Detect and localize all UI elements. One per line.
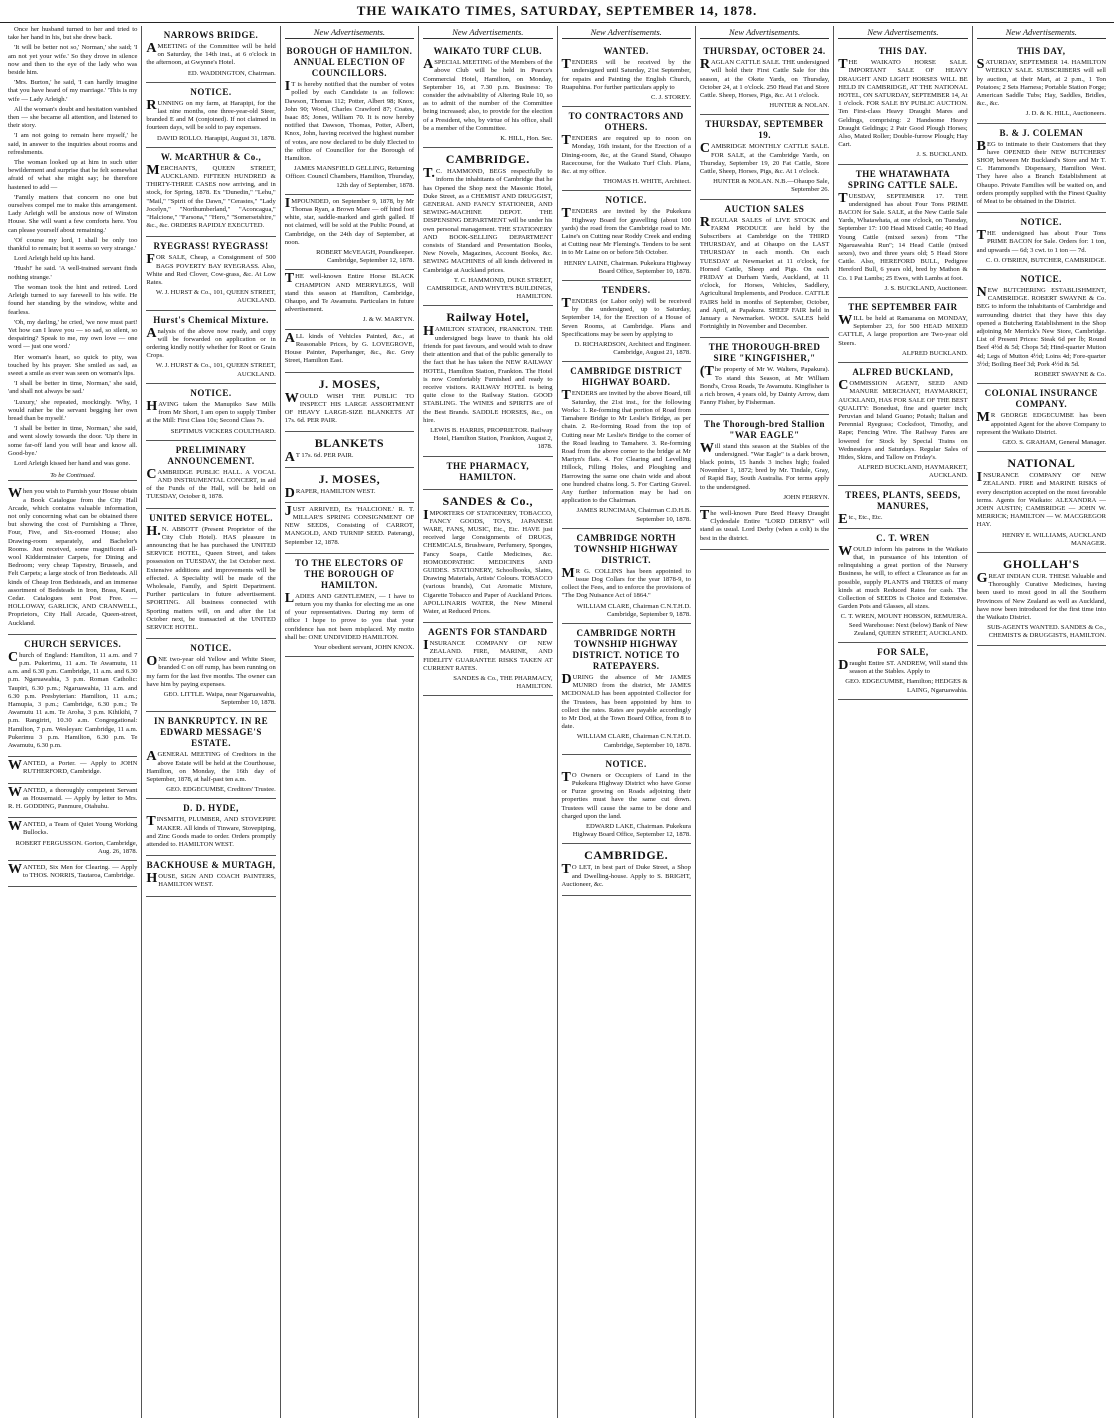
ad-body: TENDERS are invited by the Pukekura Highway Board for gravelling (about 100 yards) the road from the Cambridge road to Mr. Laine's on Cutting near Roddy Creek and ending at Cutting near Mr Fleming's. Tenders to be sent in to Mr Laine on or before 5th October. — [561, 206, 691, 257]
ad-signature: Your obedient servant, JOHN KNOX. — [313, 643, 415, 651]
ad-title: NOTICE. — [190, 86, 232, 97]
ad-title: AUCTION SALES — [724, 203, 805, 214]
ad-title: D. D. HYDE, — [183, 803, 239, 814]
ad-title: Hurst's Chemical Mixture. — [153, 314, 269, 325]
ad-title: THE PHARMACY, HAMILTON. — [446, 460, 530, 482]
advertisement — [977, 124, 1106, 214]
ad-title: CAMBRIDGE DISTRICT HIGHWAY BOARD. — [570, 366, 683, 388]
story-paragraph: Lord Arleigh held up his hand. — [14, 255, 95, 263]
ad-title: THE WHATAWHATA SPRING CATTLE SALE. — [847, 168, 958, 190]
ad-body: ASPECIAL MEETING of the Members of the above Club will be held in Pearce's Commercial Hotel, Hamilton, on Monday, September 16, at 7.30 p.m. Business: To consider the advisability of Altering Rule 10, so as to admit of the number of the Committee being increased; also, to provide for the election of a President, who, by virtue of his office, shall be a member of the Committee. — [423, 57, 553, 132]
ad-signature: ALFRED BUCKLAND, HAYMARKET, AUCKLAND. — [857, 464, 968, 480]
ad-title: TO THE ELECTORS OF THE BOROUGH OF HAMILTON. — [295, 557, 404, 590]
ad-signature: HENRY LAINE, Chairman. Pukekura Highway Board Office, September 10, 1878. — [564, 259, 691, 275]
ad-body: T.C. HAMMOND, BEGS respectfully to inform the inhabitants of Cambridge that he has Opened the Shop next the Masonic Hotel, Duke Street, as a CHEMIST AND DRUGGIST, GENERAL AND FANCY STATIONER, AND SEWING-MACHINE DEPOT. THE DISPENSING DEPARTMENT will be under his own personal management. THE STATIONERY AND BOOK-SELLING DEPARTMENT consists of Standard and Presentation Books, New Novels, Magazines, Account Books, &c. SEWING MACHINES of all kinds delivered in Cambridge at Auckland prices. — [423, 166, 553, 274]
ad-title: GHOLLAH'S — [1003, 556, 1080, 571]
advertisement — [423, 490, 552, 624]
ad-body: When you wish to Furnish your House obtain a Book Catalogue from the City Hall Arcade, which contains valuable information, not only concerning what can be obtained there but showing the cost of Furnishing a Three, Four, Five, and Six-roomed House; also Drawing-room separately, and Bachelor's Rooms. Just received, some magnificent all-wool Kidderminster Carpets, for Dining and Bedroom; very cheap Tapestry, Brussels, and Felt Carpets; a large stock of Iron Bedsteads. All kinds of Cheap Iron Bedsteads, and an immense assortment of Bedsteads in Iron, Brass, Kauri, Cedar. Catalogues sent Post Free. — HOLLOWAY, GARLICK, AND CRANWELL, Proprietors, City Hall Arcade, Queen-street, Auckland. — [8, 486, 138, 627]
ad-signature: D. RICHARDSON, Architect and Engineer. Cambridge, August 21, 1878. — [574, 341, 691, 357]
ad-body: TENDERS (or Labor only) will be received by the undersigned, up to Saturday, September 14, for the Erection of a House of Seven Rooms, at Cambridge. Plans and Specifications may be seen by applying to — [561, 296, 691, 338]
ad-signature: ROBERT FERGUSSON. Gorton, Cambridge, Aug. 26, 1878. — [15, 839, 138, 855]
advertisement — [977, 213, 1106, 270]
ad-body: ONE two-year old Yellow and White Steer, branded C on off rump, has been running on my farm for the last five months. The owner can have him by paying expenses. — [146, 654, 276, 688]
ad-title: BOROUGH OF HAMILTON. ANNUAL ELECTION OF COUNCILLORS. — [286, 46, 413, 79]
serial-story — [8, 26, 137, 468]
advertisement — [838, 165, 967, 298]
ad-title: W. McARTHUR & Co., — [160, 151, 262, 162]
advertisement — [8, 818, 137, 861]
ad-body: REGULAR SALES of LIVE STOCK and FARM PRODUCE are held by the Subscribers at Cambridge on the THIRD THURSDAY, and at Ohaupo on the LAST THURSDAY in each month. On each TUESDAY at Newmarket at 11 o'clock, for Horned Cattle, Sheep and Pigs. On each FRIDAY at Durham Yards, Auckland, at 11 o'clock, for Horses, Vehicles, Saddlery, Agricultural Implements, and Produce. CATTLE FAIRS held in months of September, October, and April, at Papakura. SHEEP FAIR held in January a Newmarket. WOOL SALES held Fortnightly in November and December. — [699, 214, 830, 331]
column-8 — [972, 26, 1110, 1418]
ad-body: TO Owners or Occupiers of Land in the Pukekura Highway District who have Gorse or Furze growing on Roads adjoining their properties must have the same cut down. Trustees will cause the same to be done and charged upon the land. — [561, 769, 691, 820]
ad-title: Railway Hotel, — [446, 310, 530, 325]
advertisement — [146, 639, 275, 712]
ad-title: THIS DAY. — [878, 46, 928, 57]
advertisement — [146, 311, 275, 384]
ad-body: TENDERS will be received by the undersigned until Saturday, 21st September, for repairs and Painting the English Church, Ruapuhina. For further particulars apply to — [561, 57, 691, 91]
ad-title: THIS DAY, — [1017, 46, 1066, 57]
column-7 — [833, 26, 971, 1418]
ad-body: (The property of Mr W. Walters, Papakura). To stand this Season, at Mr William Bond's, Cross Roads, Te Awamutu. Kingfisher is a rich brown, 4 years old, by Dainty Arrow, dam Fanny Fisher, by Fisherman. — [699, 364, 830, 407]
ad-title: NOTICE. — [605, 758, 647, 769]
ad-body: SATURDAY, SEPTEMBER 14. HAMILTON WEEKLY SALE. SUBSCRIBERS will sell by auction, at their Mart, at 2 p.m., 1 Ton Potatoes; 2 Sets Harness; Portable Station Forge; American Saddle Tubs; Hay, Saddles, Bridles, &c., &c. — [976, 57, 1106, 108]
story-paragraph: Lord Arleigh kissed her hand and was gone. — [14, 459, 131, 467]
advertisement — [8, 784, 137, 819]
ad-body: Will stand this season at the Stables of the undersigned. "War Eagle" is a dark brown, black points, 15 hands 3 inches high; foaled November 1, 1872; bred by Mr. Tindale, Gray, of Rapid Bay, South Australia. For terms apply to the undersigned. — [699, 440, 830, 491]
ad-body: Analysis of the above now ready, and copy will be forwarded on application or in ordering kindly notify whether for Root or Grain Crops. — [146, 325, 276, 360]
ad-signature: W. J. HURST & Co., 101, QUEEN STREET, AUCKLAND. — [155, 362, 276, 378]
advertisement — [977, 452, 1106, 553]
advertisement — [285, 554, 414, 657]
ad-signature: GEO. S. GRAHAM, General Manager. — [1002, 438, 1106, 446]
advertisement — [146, 856, 275, 896]
ad-signature: JAMES RUNCIMAN, Chairman C.D.H.B. September 10, 1878. — [576, 507, 691, 523]
advertisement — [562, 624, 691, 755]
story-paragraph: 'I am not going to remain here myself,' he said, in answer to the inquiries about rooms and refreshments. — [8, 132, 138, 156]
column-heading: New Advertisements. — [700, 26, 829, 39]
ad-body: MR GEORGE EDGECUMBE has been appointed Agent for the above Company to represent the Waikato District. — [976, 410, 1106, 436]
column-5 — [557, 26, 695, 1418]
advertisement — [562, 191, 691, 281]
ad-body: INSURANCE COMPANY OF NEW ZEALAND. FIRE, MARINE, AND FIDELITY GUARANTEE RISKS TAKEN AT CURRENT RATES. — [423, 638, 553, 672]
story-paragraph: 'Of course my lord, I shall be only too thankful to remain; but it seems so very strange.' — [8, 236, 138, 253]
ad-title: THURSDAY, OCTOBER 24. — [703, 46, 826, 57]
ad-signature: HUNTER & NOLAN. — [769, 102, 830, 110]
ad-signature: J. S. BUCKLAND. — [916, 151, 968, 159]
ad-body: WILL be held at Ramarama on MONDAY, September 23, for 500 HEAD MIXED CATTLE, A large proportion are Two-year old Steers. — [838, 313, 968, 347]
ad-signature: GEO. LITTLE. Waipa, near Ngaruawahia, September 10, 1878. — [163, 690, 276, 707]
ad-body: TUESDAY, SEPTEMBER 17. THE undersigned has about Four Tons PRIME BACON for Sale. SALE, at the New Cattle Sale Yards, Whatawhata, at one o'clock, on Tuesday, September 17: 100 Head Mixed Cattle; 40 Head Young Cattle (mixed sexes) from "The Ngaruawahia Run"; 14 Head Cattle (mixed sexes), two and three years old; 5 Head Store Cattle. Also, HEREFORD BULL, Pedigree Hereford Bull, 6 years old, bred by Mathon & Co. 1 Pat Lambs; 25 Ewes, with Lambs at foot. — [838, 190, 968, 282]
ad-body: COMMISSION AGENT, SEED AND MANURE MERCHANT, HAYMARKET, AUCKLAND, HAS FOR SALE OF THE BEST QUALITY: Bonedust, fine and quarter inch; Peruvian and Island Guano; Potash; Italian and Perennial Ryegrass; Cocksfoot, Timothy, and Rape; Fencing Wire. The Railway Fares are lowered for Stock by Special Trains on Wednesdays and Saturdays. Regular Sales of Hides, Skins, and Tallow on Friday's. — [838, 378, 968, 461]
advertisement — [146, 712, 275, 799]
ad-body: CAMBRIDGE MONTHLY CATTLE SALE. FOR SALE, at the Cambridge Yards, on Thursday, September 19, 20 Fat Cattle, Store Cattle, Sheep, Horses, Pigs, &c. At 1 o'clock. — [699, 141, 830, 176]
ad-body: WOULD inform his patrons in the Waikato that, in pursuance of his intention of relinquishing a great portion of the Nursery Business, he will, to effect a Clearance as far as possible, supply PLANTS and TREES of many kinds at much Reduced Rates for cash. The Collection of SEEDS is Choice and Extensive. Garden Pots and Glasses, all sizes. — [838, 543, 968, 611]
story-paragraph: The woman took the hint and retired. Lord Arleigh turned to say farewell to his wife. He found her standing by the window, white and fearless. — [8, 283, 138, 316]
ad-title: TO CONTRACTORS AND OTHERS. — [568, 111, 684, 133]
advertisement — [146, 509, 275, 640]
ad-title: SANDES & Co., — [442, 493, 534, 508]
ad-signature: J. & W. MARTYN. — [362, 316, 415, 324]
advertisement — [285, 195, 414, 271]
ad-title: THE SEPTEMBER FAIR — [848, 302, 958, 313]
advertisement — [838, 643, 967, 700]
advertisement — [838, 298, 967, 363]
ad-title: COLONIAL INSURANCE COMPANY. — [984, 388, 1098, 410]
column-heading: New Advertisements. — [977, 26, 1106, 39]
ad-signature: DAVID ROLLO. Harapipi, August 31, 1878. — [157, 134, 276, 142]
ad-body: MR G. COLLINS has been appointed to issue Dog Collars for the year 1878-9, to collect the Fees, and to enforce the provisions of "The Dog Nuisance Act of 1864." — [561, 565, 691, 600]
ad-signature: GEO. EDGECUMBE, Hamilton; HEDGES & LAING, Ngaruawahia. — [845, 678, 968, 694]
ad-title: UNITED SERVICE HOTEL. — [149, 512, 274, 523]
advertisement — [146, 441, 275, 509]
story-paragraph: 'Hush!' he said. 'A well-trained servant finds nothing strange.' — [8, 265, 138, 281]
column-4 — [418, 26, 556, 1418]
ad-title: NARROWS BRIDGE. — [163, 30, 259, 40]
ad-body: HAVING taken the Manupiko Saw Mills from Mr Short, I am open to supply Timber at the Mill: First Class 10s; Second Class 7s. — [146, 398, 276, 425]
ad-body: WANTED, a Team of Quiet Young Working Bullocks. — [8, 819, 138, 837]
story-paragraph: 'Family matters that concern no one but ourselves compel me to make this arrangement. Lady Arleigh will be anxious now of Winston House. She will want a few comforts here. You can please yourself about remaining.' — [8, 193, 138, 234]
advertisement — [285, 432, 414, 467]
advertisement — [700, 338, 829, 414]
ad-title: TREES, PLANTS, SEEDS, MANURES, — [845, 489, 961, 511]
advertisement — [146, 799, 275, 856]
column-1 — [4, 26, 141, 1418]
column-heading: New Advertisements. — [285, 26, 414, 39]
advertisement — [146, 26, 275, 83]
ad-title: B. & J. COLEMAN — [999, 127, 1084, 138]
ad-body: Draught Entire ST. ANDREW, Will stand this season at the Stables. Apply to — [838, 657, 968, 676]
ad-title: J. MOSES, — [318, 471, 381, 486]
ad-title: NOTICE. — [190, 387, 232, 398]
ad-title: CHURCH SERVICES. — [24, 638, 122, 649]
ad-signature: ROBERT SWAYNE & Co. — [1034, 371, 1106, 379]
ad-body: WANTED, Six Men for Clearing. — Apply to THOS. NORRIS, Tautaroa, Cambridge. — [8, 862, 138, 880]
ad-signature: ED. WADDINGTON, Chairman. — [187, 69, 276, 77]
advertisement — [977, 42, 1106, 123]
advertisement — [423, 623, 552, 696]
advertisement — [838, 42, 967, 164]
ad-signature: EDWARD LAKE, Chairman. Pukekura Highway Board Office, September 12, 1878. — [572, 823, 691, 839]
ad-body: TENDERS are required up to noon on Monday, 16th instant, for the Erection of a Dining-room, &c, at the Grand Stand, Ohaupo Racecourse, for the Waikato Turf Club. Plans, &c. at my office. — [561, 133, 691, 176]
ad-signature: JOHN FERRYN. — [783, 493, 830, 501]
story-paragraph: 'I shall be better in time, Norman,' she said, and went slowly towards the door. 'Up there in some far-off land you will hear and know all. Good-bye.' — [8, 425, 138, 457]
ad-body: THE WAIKATO HORSE SALE. IMPORTANT SALE OF HEAVY DRAUGHT AND LIGHT HORSES WILL BE HELD IN CAMBRIDGE, AT THE NATIONAL HOTEL, ON SATURDAY, SEPTEMBER 14, At 1 o'clock. FOR SALE BY PUBLIC AUCTION. Ten First-class Heavy Draught Mares and Geldings, comprising: 2 Handsome Heavy Draught Geldings; 2 Pair Good Plough Horses; Also, Mated Roller; Double-furrow Plough; Hay Cart. — [838, 57, 968, 149]
story-paragraph: 'I shall be better in time, Norman,' she said, 'and shall not always be sad.' — [8, 380, 138, 396]
ad-signature: HUNTER & NOLAN. N.B.—Ohaupo Sale, September 26. — [713, 178, 830, 194]
ad-signature: C. O. O'BRIEN, BUTCHER, CAMBRIDGE. — [985, 256, 1106, 264]
ad-body: IMPOUNDED, on September 9, 1878, by Mr Thomas Ryan, a Brown Mare — off hind foot white, star, saddle-marked and girth galled. If not claimed, will be sold at the Public Pound, at Cambridge, on the 24th day of September, at noon. — [284, 195, 415, 246]
ad-title: CAMBRIDGE. — [584, 848, 669, 863]
column-heading: New Advertisements. — [423, 26, 552, 39]
ad-title: NOTICE. — [605, 195, 647, 206]
ad-body: TENDERS are invited by the above Board, till Saturday, the 21st inst., for the following Works: 1. Re-forming that portion of Road from Tamahere Bridge to Mr Leslie's Bridge, as per chain. 2. Re-forming Road from the top of Cutting near Mr Leslie's Bridge to the corner of the Road leading to Tamahere. 3. Re-forming Road from the above corner to the bridge at Mr Martyn's flats. 4. For Clearing and Levelling Hillock, Filling Holes, and Ploughing and Harrowing the same one chain wide and about one hundred chains long. 5. For Carting Gravel. Any further information may be had on application to the Chairman. — [561, 388, 691, 505]
story-paragraph: 'Mrs. Burton,' he said, 'I can hardly imagine that you have heard of my marriage.' 'This is my wife — Lady Arleigh.' — [8, 79, 138, 103]
ad-body: IT is hereby notified that the number of votes polled by each Candidate is as follows: Dawson, Thomas 112; Potter, Albert 98; Knox, John 90; Wood, Charles Crawford 87; Coates, Isaac 85; Jones, William 70. It is now hereby notified that Dawson, Thomas, Potter, Albert, Knox, John, having received the highest number of votes, are now declared to be duly Elected to the office of Councillor for the Borough of Hamilton. — [284, 79, 415, 163]
ad-signature: ALFRED BUCKLAND. — [902, 349, 968, 357]
ad-title: CAMBRIDGE NORTH TOWNSHIP HIGHWAY DISTRICT. NOTICE TO RATEPAYERS. — [572, 627, 680, 671]
ad-title: FOR SALE, — [877, 646, 929, 657]
advertisement — [562, 755, 691, 845]
advertisement — [8, 757, 137, 783]
ad-body: AGENERAL MEETING of Creditors in the above Estate will be held at the Courthouse, Hamilton, on Monday, the 16th day of September, 1878, at half-past ten a.m. — [146, 749, 276, 783]
ad-title: RYEGRASS! RYEGRASS! — [153, 241, 269, 252]
column-3 — [280, 26, 418, 1418]
ad-title: WANTED. — [603, 46, 649, 57]
advertisement — [562, 529, 691, 624]
ad-body: WOULD WISH THE PUBLIC TO INSPECT HIS LARGE ASSORTMENT OF HEAVY LARGE-SIZE BLANKETS AT 17s. 6d. PER PAIR. — [284, 390, 415, 425]
ad-title: C. T. WREN — [876, 532, 930, 543]
advertisement — [977, 270, 1106, 384]
ad-body: RAGLAN CATTLE SALE. THE undersigned will hold their First Cattle Sale for this season, at the Okete Yards, on Thursday, October 24, at 1 o'clock. 250 Head Fat and Store Cattle. Sheep, Horses, Pigs, &c. At 1 o'clock. — [699, 57, 830, 100]
ad-signature: J. D. & K. HILL, Auctioneers. — [1025, 110, 1106, 118]
advertisement — [285, 468, 414, 503]
advertisement — [285, 503, 414, 554]
advertisement — [8, 485, 137, 634]
ad-signature: JAMES MANSFIELD GELLING, Returning Officer. Council Chambers, Hamilton, Thursday, 12th day of September, 1878. — [285, 165, 415, 189]
ad-body: H.N. ABBOTT (Present Proprietor of the City Club Hotel). HAS pleasure in announcing that he has purchased the UNITED SERVICE HOTEL, Queen Street, and takes possession on TUESDAY, the 1st October next. Extensive additions and improvements will be effected. A Speciality will be made of the Wholesale, Family, and Spirit Department. Further particulars in future advertisement. SPORTING. All business connected with Sporting matters will, on and after the 1st October next, be transacted at the UNITED SERVICE HOTEL. — [146, 523, 276, 631]
advertisement — [146, 237, 275, 310]
ad-signature: W. J. HURST & Co., 101, QUEEN STREET, AUCKLAND. — [155, 289, 276, 305]
column-6 — [695, 26, 833, 1418]
ad-body: JUST ARRIVED, Ex 'HALCIONE.' R. T. MILLAR'S SPRING CONSIGNMENT OF NEW SEEDS, Consisting of CARROT, MANGOLD, AND TURNIP SEED. Paterangi, September 12, 1878. — [284, 503, 415, 546]
ad-title: BACKHOUSE & MURTAGH, — [146, 860, 276, 871]
advertisement — [423, 42, 552, 148]
advertisement — [838, 486, 967, 529]
advertisement — [285, 42, 414, 195]
advertisement — [285, 330, 414, 373]
advertisement — [8, 861, 137, 887]
ad-signature: ROBERT McVEAGH, Poundkeeper. Cambridge, September 12, 1878. — [316, 249, 415, 265]
advertisement — [285, 373, 414, 433]
advertisement — [562, 107, 691, 191]
ad-title: PRELIMINARY ANNOUNCEMENT. — [167, 444, 255, 466]
newspaper-page — [4, 26, 1110, 1418]
advertisement — [700, 115, 829, 199]
advertisement — [8, 635, 137, 757]
ad-signature: WILLIAM CLARE, Chairman C.N.T.H.D. Cambridge, September 9, 1878. — [576, 602, 691, 618]
ad-body: AT 17s. 6d. PER PAIR. — [284, 450, 354, 466]
advertisement — [562, 362, 691, 528]
ad-title: NOTICE. — [190, 643, 232, 654]
ad-title: ALFRED BUCKLAND, — [852, 367, 954, 378]
ad-body: HOUSE, SIGN AND COACH PAINTERS, HAMILTON WEST. — [146, 871, 276, 889]
column-heading: New Advertisements. — [562, 26, 691, 39]
ad-title: THURSDAY, SEPTEMBER 19. — [705, 119, 824, 141]
ad-signature: SANDES & Co., THE PHARMACY, HAMILTON. — [453, 674, 553, 691]
ad-title: BLANKETS — [314, 436, 385, 451]
masthead: THE WAIKATO TIMES, SATURDAY, SEPTEMBER 14, 1878. — [0, 0, 1114, 23]
to-be-continued: To be Continued. — [8, 472, 137, 481]
ad-title: NOTICE. — [1020, 274, 1062, 285]
ad-signature: GEO. EDGECUMBE, Creditors' Trustee. — [166, 786, 276, 794]
column-2 — [141, 26, 279, 1418]
ad-signature: T. C. HAMMOND, DUKE STREET, CAMBRIDGE, AND WHYTE'S BUILDINGS, HAMILTON. — [426, 276, 553, 301]
story-paragraph: 'Luxury,' she repeated, mockingly. 'Why, I would rather be the servant begging her own bread than be myself.' — [8, 398, 138, 422]
advertisement — [562, 42, 691, 107]
ad-signature: SEPTIMUS VICKERS COULTHARD. — [170, 427, 276, 435]
advertisement — [838, 363, 967, 485]
ad-body: MERCHANTS, QUEEN STREET, AUCKLAND. FIFTEEN HUNDRED & THIRTY-THREE CASES now arriving, and in stock, for Spring, 1878. Ex "Dunedin," "Lehu," "Mail," "Spirit of the Dawn," "Cerastes," "Lady Jocelyn," "Northumberland," "Aconcagua," "Halcione," "Farsona," "Hero," "Somersetshire," &c., &c. ORDERS RAPIDLY EXECUTED. — [146, 162, 276, 230]
advertisement — [423, 148, 552, 306]
ad-signature: J. S. BUCKLAND, Auctioneer. — [884, 284, 968, 292]
ad-body: AMEETING of the Committee will be held on Saturday, the 14th inst., at 6 o'clock in the afternoon, at Gwynne's Hotel. — [146, 41, 276, 67]
ad-title: AGENTS FOR STANDARD — [428, 627, 548, 638]
ad-signature: SUB-AGENTS WANTED. SANDES & Co., CHEMISTS & DRUGGISTS, HAMILTON. — [987, 624, 1106, 640]
advertisement — [423, 457, 552, 490]
ad-signature: LEWIS B. HARRIS, PROPRIETOR. Railway Hotel, Hamilton Station, Frankton, August 2, 1878. — [430, 426, 553, 451]
advertisement — [977, 384, 1106, 452]
ad-body: TINSMITH, PLUMBER, AND STOVEPIPE MAKER. All kinds of Tinware, Stovepiping, and Zinc Goods made to order. Orders promptly attended to. HAMILTON WEST. — [146, 814, 276, 848]
ad-body: The well-known Pure Bred Heavy Draught Clydesdale Entire "LORD DERBY" will stand as usual. Lord Derby (when a colt) is the best in the district. — [699, 507, 830, 542]
ad-signature: THOMAS H. WHITE, Architect. — [603, 178, 691, 186]
ad-body: DURING the absence of Mr JAMES MUNRO from the district, Mr JAMES MCDONALD has been appointed Collector for the Trustees, has been appointed by him to collect the rates. Rates are payable accordingly to Mr Dod, at the Town Board Office, from 8 to date. — [561, 671, 691, 731]
ad-body: THE well-known Entire Horse BLACK CHAMPION AND MERRYLEGS, Will stand this season at Hamilton, Cambridge, Ohaupo, and Te Awamutu. Particulars in future advertisement. — [284, 271, 415, 314]
ad-body: FOR SALE, Cheap, a Consignment of 500 BAGS POVERTY BAY RYEGRASS. Also, White and Red Clover, Cow-grass, &c. At Low Rates. — [146, 252, 276, 287]
ad-body: LADIES AND GENTLEMEN, — I have to return you my thanks for electing me as one of your representatives. During my term of office I hope to prove to you that your confidence has not been misplaced. My motto shall be: ONE UNDIVIDED HAMILTON. — [284, 590, 415, 641]
ad-body: INSURANCE COMPANY OF NEW ZEALAND. FIRE and MARINE RISKS of every description accepted on the most favorable terms. Agents for Waikato: ALEXANDRA — JOHN AUSTIN; CAMBRIDGE — JOHN W. MERRICK; HAMILTON — W. MACGREGOR HAY. — [976, 470, 1106, 529]
ad-body: NEW BUTCHERING ESTABLISHMENT, CAMBRIDGE. ROBERT SWAYNE & Co. BEG to inform the inhabitants of Cambridge and surrounding district that they have this day opened a Butchering Establishment in the Shop adjoining Mr Merrick's New Store, Cambridge. List of Present Prices: Steak 6d per lb; Round Beef 4½d & 5d; Chops 5d; Hind-quarter Mutton 4d; Legs of Mutton 4½d; Loins 4d; Fore-quarter 3½d; Boiling Beef 3d; Pork 4½d & 5d. — [976, 285, 1106, 368]
ad-body: Church of England: Hamilton, 11 a.m. and 7 p.m. Pukerimu, 11 a.m. Te Awamutu, 11 a.m. and 6.30 p.m. Cambridge, 11 a.m. and 6.30 p.m. Ngaruawahia, 3 p.m. Roman Catholic: Taupiri, 6.30 p.m.; Ngaruawahia, 11 a.m. and 6.30 p.m. Presbyterian: Hamilton, 11 a.m.; Hamupia, 3 p.m.; Cambridge, 6.30 p.m.; Te Awamutu 11 a.m. Te Aroha, 3 p.m. Kihikihi, 7 p.m. Rangiriri, 10.30 a.m. Congregational: Hamilton, 7 p.m. Wesleyan: Cambridge, 11 a.m. Pukerimu 3 p.m. Hamilton, 6.30 p.m. Te Awamutu, 6.30 p.m. — [8, 649, 138, 750]
story-paragraph: The woman looked up at him in such utter bewilderment and surprise that he felt somewhat afraid of what she might say; he therefore hastened to add — — [8, 159, 138, 191]
ad-title: J. MOSES, — [318, 376, 381, 391]
advertisement — [146, 384, 275, 441]
ad-signature: C. J. STOREY. — [650, 94, 691, 102]
advertisement — [146, 83, 275, 148]
ad-signature: K. HILL, Hon. Sec. — [500, 135, 553, 143]
ad-body: TO LET, in best part of Duke Street, a Shop and Dwelling-house. Apply to S. BRIGHT, Auctioneer, &c. — [561, 862, 691, 888]
advertisement — [562, 281, 691, 362]
ad-title: The Thorough-bred Stallion "WAR EAGLE" — [704, 418, 826, 440]
story-paragraph: 'It will be better not so,' Norman,' she said; 'I am not yet your wife.' So they drove in silence now and then to the eye of the lady who was beside him. — [8, 44, 138, 77]
advertisement — [700, 42, 829, 115]
story-paragraph: All the woman's doubt and hesitation vanished then — she became all attention, and listened to their story. — [8, 105, 138, 130]
ad-signature: WILLIAM CLARE, Chairman C.N.T.H.D. Cambridge, September 10, 1878. — [576, 733, 691, 749]
ad-body: RUNNING on my farm, at Harapipi, for the last nine months, one three-year-old Steer, branded E and M (conjoined). If not claimed in fourteen days, will be sold to pay expenses. — [146, 97, 276, 132]
ad-body: THE undersigned has about Four Tons PRIME BACON for Sale. Orders for: 1 ton, and upwards — 6d; 3 cwt. to 1 ton — 7d. — [976, 228, 1106, 254]
ad-title: CAMBRIDGE NORTH TOWNSHIP HIGHWAY DISTRICT. — [574, 532, 679, 565]
ad-title: NATIONAL — [1007, 456, 1076, 471]
ad-title: WAIKATO TURF CLUB. — [433, 46, 543, 57]
ad-body: CAMBRIDGE PUBLIC HALL. A VOCAL AND INSTRUMENTAL CONCERT, in aid of the Funds of the Hall, will be held on TUESDAY, October 8, 1878. — [146, 466, 276, 501]
story-paragraph: Once her husband turned to her and tried to take her hand in his, but she drew back. — [8, 26, 138, 42]
ad-body: WANTED, a Porter. — Apply to JOHN RUTHERFORD, Cambridge. — [8, 758, 138, 776]
ad-title: TENDERS. — [601, 285, 651, 296]
ad-title: IN BANKRUPTCY. IN RE EDWARD MESSAGE'S ESTATE. — [153, 716, 269, 749]
advertisement — [700, 507, 829, 550]
ad-body: WANTED, a thoroughly competent Servant as Housemaid. — Apply by letter to Mrs. R. H. GODDING, Panmure, Otahuhu. — [8, 784, 138, 811]
advertisement — [700, 200, 829, 339]
ad-body: BEG to intimate to their Customers that they have OPENED their NEW BUTCHERS' SHOP, between Mr Buckland's Store and Mr T. C. Hammond's Dispensary, Hamilton West. They have also a Branch Establishment at Ohaupo. Private Families will be waited on, and orders promptly supplied with the Finest Quality of Meat to be obtained in the District. — [976, 138, 1106, 206]
column-heading: New Advertisements. — [838, 26, 967, 39]
ad-body: ALL kinds of Vehicles Painted, &c., at Reasonable Prices, by G. LOVEGROVE, House Painter, Paperhanger, &c., &c. Grey Street, Hamilton East. — [284, 330, 415, 365]
advertisement — [285, 270, 414, 329]
ad-title: NOTICE. — [1020, 217, 1062, 228]
ad-signature: C. T. WREN, MOUNT HOBSON, REMUERA. Seed Warehouse: Next (below) Bank of New Zealand, QUEEN STREET, AUCKLAND. — [840, 613, 968, 637]
ad-body: DRAPER, HAMILTON WEST. — [284, 485, 376, 501]
advertisement — [838, 529, 967, 643]
ad-body: HAMILTON STATION, FRANKTON. THE undersigned begs leave to thank his old friends for past favours, and would wish to draw their attention and that of the public generally to the fact that he has taken the NEW RAILWAY HOTEL, Hamilton Station, Frankton. The Hotel is now Comfortably Furnished and ready to receive visitors. RAILWAY HOTEL is being quite close to the Railway Station. GOOD STABLING. The WINES and SPIRITS are of the Best Brands. SADDLE HORSES, &c., on hire. — [423, 324, 553, 424]
ad-body: Etc., Etc., Etc. — [838, 511, 883, 527]
ad-title: THE THOROUGH-BRED SIRE "KINGFISHER," — [708, 342, 821, 364]
advertisement — [423, 306, 552, 456]
ad-body: GREAT INDIAN CUR. THESE Valuable and Thoroughly Curative Medicines, having been used to most good in all the Southern Provinces of New Zealand as well as Auckland, have now been introduced for the first time into the Waikato District. — [976, 570, 1106, 621]
ad-body: IMPORTERS OF STATIONERY, TOBACCO, FANCY GOODS, TOYS, JAPANESE WARE, FANS, MUSIC, Etc., Etc. HAVE just received large Consignments of DRUGS, CHEMICALS, Brushware, Perfumery, Sponges, Fancy Soaps, Cattle Medicines, &c. HOMOEOPATHIC MEDICINES AND GUIDES. STATIONERY, Schoolbooks, Slates, Drawing Materials, Artists' Colours. TOBACCO (various brands), Cut Aromatic Mixture, Cigarette Tobacco and Paper of Auckland Prices. APOLLINARIS WATER, the New Mineral Water, at Reduced Prices. — [423, 507, 553, 615]
story-paragraph: Her woman's heart, so quick to pity, was touched by his prayer. She smiled as sad, as sweet a smile as ever was seen on woman's lips. — [8, 353, 138, 377]
advertisement — [146, 148, 275, 238]
advertisement — [977, 553, 1106, 646]
advertisement — [562, 844, 691, 896]
ad-title: CAMBRIDGE. — [445, 152, 530, 167]
advertisement — [700, 415, 829, 507]
ad-signature: HENRY E. WILLIAMS, AUCKLAND MANAGER. — [1002, 531, 1106, 547]
story-paragraph: 'Oh, my darling,' he cried, 'we now must part! Yet how can I leave you — so sad, so silent, so despairing? Speak to me, my own love — one word — just one word.' — [8, 318, 138, 351]
